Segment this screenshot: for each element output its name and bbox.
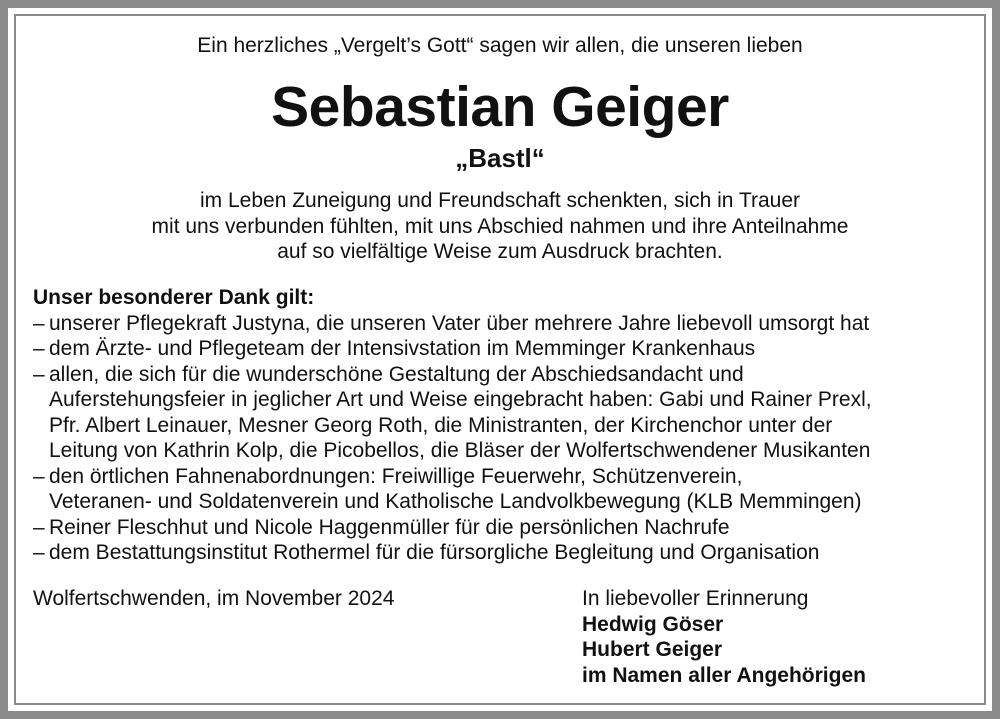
thanks-item-line: allen, die sich für die wunderschöne Gestaltung der Abschiedsandacht und bbox=[49, 362, 744, 386]
thanks-item-line: Veteranen- und Soldatenverein und Katholische Landvolkbewegung (KLB Memmingen) bbox=[49, 490, 862, 513]
thanks-item-line: den örtlichen Fahnenabordnungen: Freiwillige Feuerwehr, Schützenverein, bbox=[49, 464, 743, 488]
place-date: Wolfertschwenden, im November 2024 bbox=[33, 587, 395, 610]
paragraph-line: im Leben Zuneigung und Freundschaft schenkten, sich in Trauer bbox=[199, 189, 801, 212]
dash: – bbox=[33, 362, 45, 386]
thanks-item-line: Reiner Fleschhut und Nicole Haggenmüller für die persönlichen Nachrufe bbox=[49, 515, 730, 539]
deceased-name: Sebastian Geiger bbox=[271, 75, 729, 139]
thanks-item-line: unserer Pflegekraft Justyna, die unseren Vater über mehrere Jahre liebevoll umsorgt hat bbox=[49, 311, 870, 335]
thanks-item bbox=[33, 464, 978, 515]
thanks-item bbox=[33, 362, 978, 464]
thanks-item-line: dem Bestattungsinstitut Rothermel für die fürsorgliche Begleitung und Organisation bbox=[49, 541, 820, 564]
special-thanks-section bbox=[33, 285, 978, 566]
signatory: im Namen aller Angehörigen bbox=[582, 663, 866, 687]
thanks-item-line: Auferstehungsfeier in jeglicher Art und Weise eingebracht haben: Gabi und Rainer Prexl, bbox=[49, 388, 872, 411]
thanks-item-line: Leitung von Kathrin Kolp, die Picobellos, die Bläser der Wolfertschwendener Musikanten bbox=[49, 439, 871, 462]
dash: – bbox=[33, 311, 45, 335]
thanks-item bbox=[33, 540, 978, 566]
signatory: Hubert Geiger bbox=[582, 638, 723, 661]
dash: – bbox=[33, 515, 45, 539]
thanks-paragraph bbox=[0, 188, 1000, 265]
paragraph-line: auf so vielfältige Weise zum Ausdruck brachten. bbox=[277, 240, 723, 263]
signatory: Hedwig Göser bbox=[582, 612, 724, 636]
paragraph-line: mit uns verbunden fühlten, mit uns Abschied nahmen und ihre Anteilnahme bbox=[151, 214, 849, 238]
thanks-item bbox=[33, 515, 978, 541]
thanks-item bbox=[33, 336, 978, 362]
dash: – bbox=[33, 541, 45, 564]
thanks-item-line: Pfr. Albert Leinauer, Mesner Georg Roth, die Ministranten, der Kirchenchor unter der bbox=[49, 413, 833, 437]
nickname: „Bastl“ bbox=[455, 143, 545, 173]
intro-line: Ein herzliches „Vergelt’s Gott“ sagen wir allen, die unseren lieben bbox=[197, 34, 803, 57]
dash: – bbox=[33, 337, 45, 360]
thanks-item-line: dem Ärzte- und Pflegeteam der Intensivstation im Memminger Krankenhaus bbox=[49, 337, 756, 360]
remembrance-line: In liebevoller Erinnerung bbox=[582, 587, 809, 610]
dash: – bbox=[33, 464, 45, 488]
thanks-item bbox=[33, 311, 978, 337]
signature-block bbox=[582, 586, 866, 688]
special-thanks-heading: Unser besonderer Dank gilt: bbox=[33, 286, 315, 309]
